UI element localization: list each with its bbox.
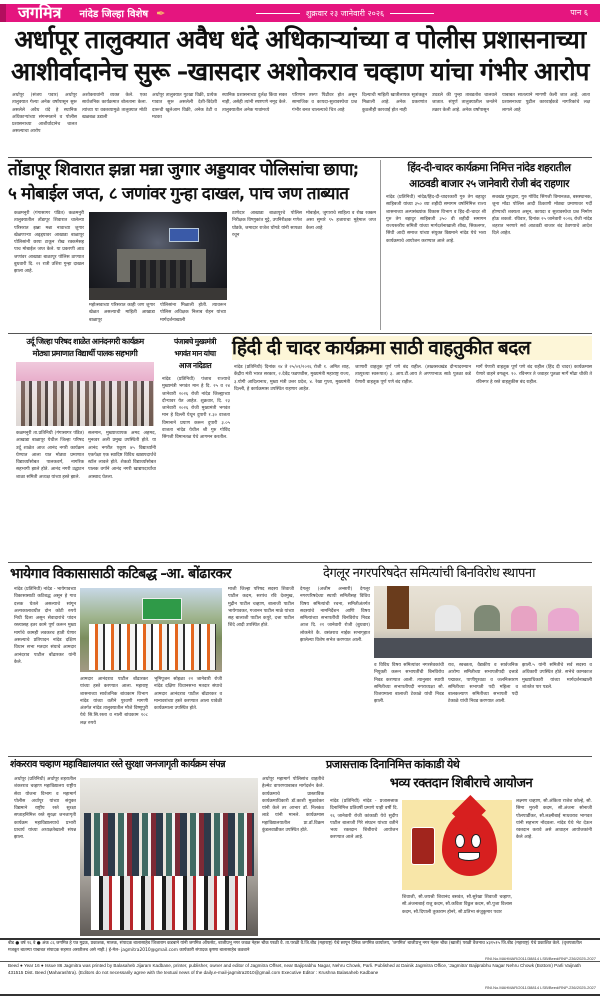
raid-column-5: मोबाईल, जुगाराचे साहित्य व रोख रक्कम असा सुमारे ९५ हजाराचा मुद्देमाल जप्त केला आहे [306, 211, 376, 231]
eye [455, 834, 465, 848]
lead-headline-line-1: अर्धापूर तालुक्यात अवैध धंदे अधिकाऱ्यांच्या व पोलीस प्रशासनाच्या [14, 25, 586, 54]
deglur-column-1: देगलूर (अजीम अन्सारी) देगलूर नगरपरिषदेच्या स्थायी समितीसह विविध विषय समित्यांची रचना, समितीअंतर्गत सदस्यांचे नामनिर्देशन आणि विषय समित्यांच्या सभापतींची बिनविरोध निवड आज दि. २१ जानेवारी रोजी (बुधवार) लोकनेते कै. वसंतराव नाईक सभागृहात झालेल्या विशेष सभेत करण्यात आली. [300, 587, 370, 644]
blood-drop-mascot-image [402, 800, 512, 890]
bhayegaon-column-3: भूमिपूजन सोहळा २२ जानेवारी रोजी नांदेड दक्षिण विधानसभा मतदार संघाचे आमदार आनंदराव पाटील बोंढारकर व मान्यवरांच्या हस्ते करण्यात आला यावेळी कार्यक्रमाला उपस्थित होते. [154, 677, 222, 712]
road-safety-headline: शंकरराव चव्हाण महाविद्यालयात रस्ते सुरक्षा जनजागृती कार्यक्रम संपन्न [10, 759, 226, 770]
deglur-headline: देगलूर नगरपरिषदेत समित्यांची बिनविरोध स्थापना [323, 566, 535, 581]
divider [8, 333, 592, 334]
raid-headline-line-2: ५ मोबाईल जप्त, ८ जणांवर गुन्हा दाखल, पाच जण ताब्यात [8, 184, 349, 204]
registration-number: RNI.No.MAHMAR/2011/38814 LSB/Beed/RNP-236/2025-2027 [485, 956, 596, 961]
bhayegaon-column-4: माजी जिल्हा परिषद सदस्य शिवाजी पाटील कदम, सरपंच रवि देशमुख, मुद्रीन पाटील चव्हाण, बालाजी पाटील भायेगावकर, गजानन पाटील माळे यांच्या सह बालाजी पाटील कपुरे, दत्ता पाटील शिंदे आदी उपस्थित होते. [228, 587, 294, 629]
traffic-column-1: नांदेड (प्रतिनिधी) दिनांक २४ ते २५/०१/२०२६ रोजी १. अमित शाह, केंद्रीय मंत्री भारत सरकार, २.देवेंद्र फडणवीस, मुख्यमंत्री महाराष्ट्र राज्य, ३.योगी आदित्यनाथ, मुख्य मंत्री उत्तर प्रदेश, ४. रेखा गुप्ता, मुख्यमंत्री दिल्ली, हे कार्यक्रमास उपस्थित राहणार आहेत. [234, 365, 350, 392]
door [387, 586, 409, 629]
issue-date: शुक्रवार २३ जानेवारी २०२६ [305, 8, 385, 18]
raid-column-3: पोलिसांना मिळाली होती. त्यावरून पोलिस अधिक्षक निलाब रोहन यांच्या मार्गदर्शनाखाली [160, 303, 226, 323]
deglur-column-4: झाली.५ यांनी समितीचे सर्व सदस्य व अधिकारी उपस्थित होते. सभेचे कामकाज मुख्याधिकारी यांच्या मार्गदर्शनाखाली शांततेत पार पडले. [522, 663, 592, 690]
punjab-cm-headline-line-1: पंजाबचे मुख्यमंत्री [174, 337, 216, 346]
registration-number-english: RNI.No.MAHMAR/2011/38814 LSB/Beed/RNP-236/2025-2027 [485, 985, 596, 990]
bazaar-column-1: नांदेड (प्रतिनिधी) नांदेड/हिंद-दी-चादरकारी गुरु तेग बहादुर साहिबजी यांच्या ३५० व्या शहीदी समागम वर्षानिमित्त राज्य शासनाच्या अल्पसंख्यांक विकास विभाग व हिंद-दी-चादर श्री गुरु तेग बहादुर साहिबजी ३५० वी शहीदी समागम राज्यस्तरीय समिती यांच्या मार्गदर्शनाखाली शीख, सिकलगर, सिंधी आदी समाज यांच्या संयुक्त विद्यमाने नांदेड येथे भव्य कार्यक्रमाचे आयोजन करण्यात आले आहे. [386, 195, 486, 244]
raid-column-4: ठाणेदार आखाडा बाळापूरचे पोलिस निरीक्षक विष्णुकांत गुट्टे, उपनिरीक्षक गणेश घोडके, जमादार राजेश घोंगडे यांनी सापळा रचून [232, 211, 302, 238]
deglur-column-3: राव, स्वच्छता, वैद्यकीय व सार्वजनिक आरोग्य समितीच्या सभापतीपदी दत्ताडे पद्माकर, पाणीपुरवठा व जलनिःसारण समितीच्या सभापती पदी महिला व बालकल्याण समितीच्या सभापती पदी टेकाळे यांची निवड करण्यात आली. [448, 663, 518, 705]
standing-row [84, 813, 255, 876]
blood-camp-headline-line-1: प्रजासत्ताक दिनानिमित्त कांकाडी येथे [326, 758, 460, 771]
table [374, 638, 592, 658]
people-group [89, 624, 217, 670]
blood-camp-column-3: लक्ष्मण चव्हाण, सौ.अंकिता राजेश कोल्हे, सौ. सिमा मुरली कदम, सौ.अंजना सोनाजी पोलपार्डीकर, सौ.लक्ष्मीबाई माधवराव भागवत यांनी सहभाग नोंदवला. नांदेड येथे भेट देऊन रक्तदान करावे असे आवाहन आयोजकांनी केले आहे. [516, 799, 592, 841]
blood-camp-column-1: नांदेड (प्रतिनिधी) नांदेड - प्रजासत्ताक दिनानिमित्त प्रतिवर्षी प्रमाणे याही वर्षी दि. २६ जानेवारी रोजी कांकाडी येथे सुदीप पाटील बालाजी गिरे संघटन यांच्या वतीने भव्य रक्तदान शिबीराचे आयोजन करण्यात आले आहे. [330, 799, 398, 841]
person [548, 608, 579, 631]
lead-column-1: अर्धापूर (संजय पवार) अर्धापूर तालुक्यात गेल्या अनेक वर्षांपासून सुरू असलेले अवैध धंदे हे स्थानिक अधिकाऱ्यांच्या संगनमताने व पोलीस प्रशासनाच्या आशीर्वादानेच चालत असल्याचा आरोप [12, 93, 77, 135]
column-divider [380, 160, 381, 330]
blood-camp-headline-line-2: भव्य रक्तदान शिबीराचे आयोजन [389, 776, 533, 791]
blood-camp-column-2: शिवाजी, सौ.जयश्री शिवानंद बसवंत, सौ.सुरेखा शिवाजी चव्हाण, सौ.अंजनाबाई राजु कदम, सौ.कविता विठ्ठल कदम, सौ.पुजा विलास कदम, सौ.दिपाली तुकाराम होनरे, सौ.प्रतिभा संजुकुमार पवार [402, 895, 512, 915]
lead-column-4: स्थानिक प्रशासनाच्या दुर्लक्ष किंवा सक्त नाही, असेही त्यांनी स्पष्टपणे नमूद केले. तालुक्यातील अनेक गावांमध्ये [222, 93, 287, 113]
traffic-column-2: जाणारी वाहतूक पूर्ण पणे बंद राहील. (तख्तसचखंड दौऱ्यादरम्यान तात्पुरत्या स्वरूपात) ३. आय.टी.आय ते अण्णाभाऊ साठे पुतळा कडे येणारी वाहतूक पूर्ण पणे बंद राहील. [355, 365, 471, 385]
punjab-cm-headline-line-2: भगवंत मान यांचा [174, 349, 216, 358]
traffic-headline: हिंदी दी चादर कार्यक्रमा साठी वाहतुकीत बदल [232, 337, 531, 359]
bazaar-headline-line-1: हिंद-दी-चादर कार्यक्रमा निमित्त नांदेड शहरातील [407, 162, 571, 174]
footer-bottom-rule [0, 994, 600, 996]
lead-column-8: याबाबत सातत्याने मागणी केली जात आहे. आता प्रशासनाच्या पुढील कारवाईकडे नागरिकांचे लक्ष लागले आहे [502, 93, 590, 113]
marathi-imprint: बीड ● वर्ष १६ वे ● अंक ८६ जगमित्र हे पत्र मुद्रक, प्रकाशक, मालक, संपादक बालासाहेब जिजाराम कडबाने यांनी जगमित्र ऑफसेट, बाजीप्रभू नगर जवळ नेहरू चौक परळी वै. ता.परळी वै.जि.बीड (महाराष्ट्र) येथे छापून दैनिक जगमित्र कार्यालय, 'जगमित्र' बाजीप्रभू नगर नेहरू चौक (खाली) परळी वैजनाथ ४३१५१५ जि.बीड (महाराष्ट्र) येथे प्रकाशित केले. (वृत्तपत्रातील मजकूर बातम्या याबाबत संपादक सहमत असतीलच असे नाही.) ई-मेल- jagmitra2010@gmail.com कार्यकारी संपादक कृष्णा बालासाहेब कडबाने [8, 941, 582, 953]
urdu-school-column-2: सलमान, मुख्याध्यापक अमद अहमद, मुनव्वर अली प्रमुख उपस्थिती होते. या आनंद नगरीत एकूण ४५ विद्यार्थ्यांनी एकपेक्षा एक स्वादिष्ट विविध खाद्यपदार्थचे स्टॉल लावले होते. शेकडो विद्यार्थ्यांसोबत पालक वर्गाने आनंद नगरी खाद्यपदार्थांचा आस्वाद घेतला. [88, 431, 156, 480]
school-fair-photo [16, 362, 154, 426]
page-number: पान ६ [570, 8, 588, 17]
people-group [130, 260, 192, 290]
bhoomipujan-photo [80, 588, 222, 672]
section-name: नांदेड जिल्हा विशेष [79, 9, 149, 20]
punjab-cm-column: नांदेड (प्रतिनिधी) पंजाब राज्याचे मुख्यमंत्री भगवंत मान हे दि. २५ व २४ जानेवारी २०२६ रोजी नांदेड जिल्ह्याच्या दौऱ्यावर येत आहेत. शुक्रवार, दि. २३ जानेवारी २०२६ रोजी मुख्यमंत्री भगवंत मान हे दिल्ली येथून दुपारी १.३० वाजता विमानाने प्रयाण करून दुपारी ३.०५ वाजता नांदेड येथील श्री गुरु गोविंद सिंगजी विमानतळ येथे आगमन करतील. [162, 377, 230, 441]
seated-row [91, 876, 248, 930]
raid-column-2: महोत्सवाच्या परिसरात काही जण जुगार खेळत असल्याची माहिती आखाडा बाळापूर [89, 303, 155, 323]
person [435, 605, 461, 631]
road-safety-column-2: अर्धापूर महामार्ग पोलिसांच वाहतीचे हेल्मेट वापरण्याबाबत मार्गदर्शन केले. कार्यक्रमाचे प्रास्ताविक कार्यक्रमाधिकारी डॉ.काशी मुळावेकर यांनी केले तर आभार डॉ. निलकंठ लाडे यांनी मानले. कार्यक्रमास महाविद्यालयातील प्रा.डॉ.विक्रम कुंडलवाडीकर उपस्थित होते. [262, 777, 324, 834]
urdu-school-headline-line-1: उर्दू जिल्हा परिषद शाळेत आनंदनगरी कार्यक्रम [26, 337, 144, 346]
raid-column-1: कळमनुरी (गंगासागर पंडित) कळमनुरी तालुक्यातील तोंडापूर शिवारात चालेल्या परिसरात झन्ना मन्ना नावाच्या जुगार खेळणाऱ्या अड्ड्यावर आखाडा बाळापूर पोलिसांनी छापा टाकून रोख रक्कमेसह पाच मोबाईल जप्त केले. या प्रकरणी आठ जणांवर आखाडा बाळापूर पोलिस ठाण्यात बुधवारी दि. २१ रात्री उशिरा गुन्हा दाखल झाला आहे. [14, 211, 84, 275]
bhayegaon-headline: भायेगाव विकासासाठी कटिबद्ध –आ. बोंढारकर [10, 566, 231, 582]
raid-headline-line-1: तोंडापूर शिवारात झन्ना मन्ना जुगार अड्डयावर पोलिसांचा छापा; [8, 160, 359, 180]
smile [458, 852, 480, 861]
lead-column-2: अशोकरावांनी व्यक्त केले. एका सार्वजनिक कार्यक्रमात बोलताना केला. त्यांच्या या वक्तव्यामुळे तालुक्यात मोठी खळबळ उडाली [82, 93, 147, 120]
lead-headline-line-2: आशीर्वादानेच सुरू –खासदार अशोकराव चव्हाण यांचा गंभीर आरोप [11, 57, 589, 86]
traffic-column-3: मार्गे येणारी वाहतूक पूर्ण पणे बंद राहील (हिंद दी चादर) कार्यक्रमास येणारे वाहने वगळून. १०. रविनगर ते जवाहर पुतळा मार्गे मोंढा चौकी ते रविनगर हे रस्ते वाहतुकीस बंद राहील. [476, 365, 592, 385]
students-group-photo [80, 778, 258, 936]
bazaar-headline-line-2: आठवडी बाजार २५ जानेवारी रोजी बंद राहणार [409, 178, 569, 190]
green-banner [142, 598, 182, 620]
lead-column-7: उघडले की पुन्हा ताबडतोब चालवले जातात. संपूर्ण तालुक्यातील जनतेने तक्रार केली आहे. अनेक वर्षांपासून [432, 93, 497, 113]
lead-column-3: अर्धापूर तालुक्यात गुटखा विक्री, प्रत्येक गावात सुरू असलेली देशी-विदेशी दारूची खुलेआम विक्री, अनेक ठेटी व मटका [152, 93, 217, 120]
punjab-cm-headline-line-3: आज नांदेडात [178, 361, 212, 370]
dateline [250, 4, 440, 22]
person [474, 605, 500, 631]
bazaar-column-2: सचखंड गुरुद्वारा, गुरु गोविंद सिंगजी विमानतळ, बसस्थानक, जुना मोंढा पोलिस आदी ठिकाणी मोठ्या प्रमाणावर गर्दी होण्याची शक्यता असून, कायदा व सुव्यवस्थेचा प्रश्न निर्माण होऊ शकतो. रविवार, दिनांक २५ जानेवारी २०२६ रोजी नांदेड शहरात भरणारे सर्व आठवडी बाजार बंद ठेवण्याचे आदेश दिले आहेत. [492, 195, 592, 237]
person [511, 606, 537, 630]
blood-drop-icon [442, 811, 497, 876]
ground [89, 288, 227, 300]
bhayegaon-column-2: आमदार आनंदराव पाटील बोंढारकर यांच्या हस्ते करण्यात आला. महाराष्ट्र शासनाच्या सार्वजनिक बांधकाम विभाग नांदेड यांच्या वतीने पुरवणी मागणी अंतर्गत नांदेड तालुक्यातील मौजे विष्णुपुरी येथे सि.सि.रस्ता व नाली बांधकाम १०८ लक्ष रुपये [80, 677, 148, 726]
police-station-sign [169, 228, 199, 242]
urdu-school-column-1: कळमनुरी ता.प्रतिनिधी (गंगासागर पंडित) आखाडा बाळापूर येथील जिल्हा परिषद उर्दू शाळेत आज आनंद नगरी कार्यक्रम घेण्यात आला यात मोठ्या प्रमाणात विद्यार्थ्यांसोबत पालकवर्ग, नागरिक सहभागी झाले होते. आनंद नगरी उद्घाटन शाळा समिती अध्यक्ष यांच्या हस्ते झाले. [16, 431, 84, 480]
night-raid-photo [89, 212, 227, 300]
newspaper-logo: जगमित्र [0, 4, 67, 22]
urdu-school-headline-line-2: मोठ्या प्रमाणात विद्यार्थी पालक सहभागी [32, 349, 138, 358]
lead-column-5: परिणाम तरुण पिढीवर होत असून सामाजिक व कायदा-सुव्यवस्थेचा प्रश्न गंभीर बनत चालल्याचे चित्र आहे [292, 93, 357, 113]
english-imprint: Beed ● Year 16 ● Issue 86 Jagmitra was printed by Balasaheb Jijaram Kadbane, printer, publisher, owner and editor of Jagmitra Offset, near Bajiprabhu Nagar, Nehru Chowk, Parli. Published at Dainik Jagmitra Office, 'Jagmitra' Bajiprabhu Nagar Nehru Chowk (Bottom) Parli Vaijnath 431515 Dist. Beed (Maharashtra). (Editors do not necessarily agree with the textual news of the daily.e-mail-jagmitra2010@gmail.com Executive Editor : Krushna Balasaheb Kadbane [8, 963, 581, 975]
road-safety-column-1: अर्धापूर (प्रतिनिधी) अर्धापूर शहरातील शंकरराव चव्हाण महाविद्यालय राष्ट्रीय सेवा योजना विभाग व महामार्ग पोलीस अर्धापूर यांच्या संयुक्त विद्यमाने राष्ट्रीय रस्ते सुरक्षा सप्ताहनिमित्त रस्ते सुरक्षा जनजागृती कार्यक्रम महाविद्यालयाचे प्रभारी प्राचार्य यांच्या अध्यक्षतेखाली संपन्न झाला. [14, 777, 76, 841]
crowd [16, 381, 154, 426]
eye [471, 834, 481, 848]
masthead [0, 4, 600, 22]
deglur-column-2: व विविध विषय समित्यांवर नगरसेवकांची नियुक्ती करून सभापतींची बिनविरोध निवड करण्यात आली. त्यानुसार स्थायी समितीच्या सभापतीपदी नगराध्यक्षा सौ. विजयमाला बालाजी टेकाळे यांची निवड झाली. [374, 663, 444, 705]
blood-bag-icon [411, 827, 435, 865]
lead-column-6: दिल्याची माहिती खात्रीलायक सूत्रांकडून मिळाली आहे. अनेक प्रकरणांत कुठलीही कारवाई होत नाही [362, 93, 427, 113]
bhayegaon-column-1: नांदेड (प्रतिनिधी) नांदेड - भायेगावच्या विकासासाठी कटिबद्ध असून हे गाव दत्तक घेतले असल्याचे सांगून अल्पकालावधीत दोन कोटी रुपये निधी दिला असून सेवादारांचे पांदन रस्त्यासह इतर कामे पूर्ण करून मुख्य मार्गाचे कामही लवकरच हाती घेणार असल्याचे प्रतिपादन नांदेड दक्षिण विधान सभा मतदार संघाचे आमदार आनंदराव पाटील बोंढारकर यांनी केले. [14, 587, 76, 665]
quill-pen-icon: ✒ [156, 6, 166, 20]
meeting-photo [374, 586, 592, 658]
